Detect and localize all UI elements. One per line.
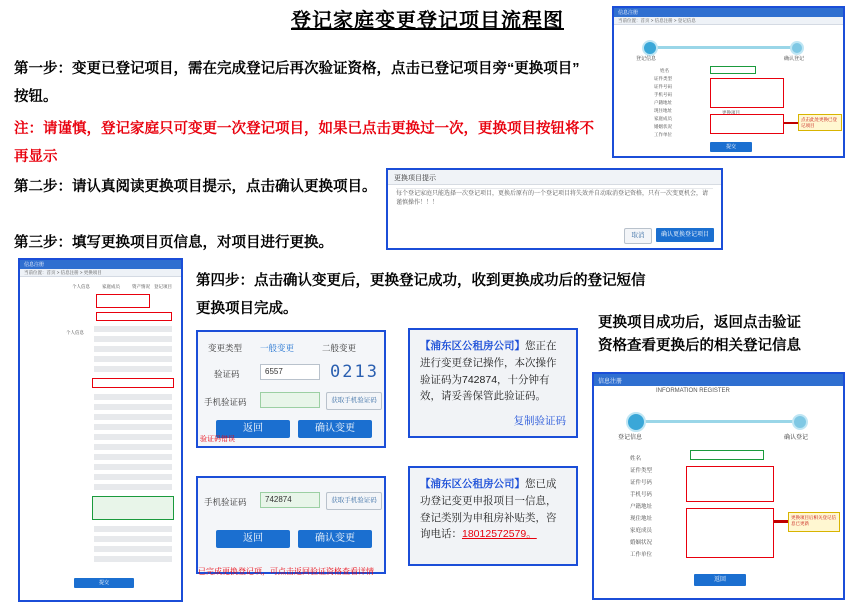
dialog-cancel-button[interactable]: 取消	[624, 228, 652, 244]
fig1-header-bar	[614, 8, 843, 17]
fig6-field-label: 手机号码	[630, 492, 653, 498]
fig3-input-row	[94, 474, 172, 480]
fig6-field-label: 证件类型	[630, 468, 653, 474]
confirm-change-button-2[interactable]: 确认变更	[298, 530, 372, 548]
fig6-progress-dot-1	[626, 412, 646, 432]
fig6-red-highlight-1	[686, 466, 774, 502]
sms-code-input-2[interactable]: 742874	[260, 492, 320, 508]
page-title-text: 登记家庭变更登记项目流程图	[291, 10, 564, 32]
copy-code-link[interactable]: 复制验证码	[513, 415, 566, 428]
fig3-input-row	[94, 414, 172, 420]
fig6-field-label: 婚姻状况	[630, 540, 653, 546]
sms1-text: 您正在进行变更登记操作，本次操作验证码为742874，十分钟有效，请妥善保管此验证码。	[420, 340, 557, 403]
fig1-field-label: 证件号码	[654, 84, 672, 89]
dialog-divider	[396, 188, 713, 189]
change-type-option-2[interactable]: 二般变更	[322, 343, 357, 353]
fig3-input-row	[94, 434, 172, 440]
step-4-line-2: 更换项目完成。	[196, 301, 298, 317]
sms-code-label: 手机验证码	[204, 397, 247, 407]
right-note	[598, 312, 848, 358]
fig3-input-row	[94, 464, 172, 470]
sms-code-label-2: 手机验证码	[204, 497, 247, 507]
fig1-green-highlight	[710, 66, 756, 74]
fig3-input-row	[94, 366, 172, 372]
fig6-progress-track	[634, 420, 802, 423]
fig6-header-subtitle: INFORMATION REGISTER	[656, 388, 730, 394]
fig1-field-label: 姓名	[660, 68, 669, 73]
step-3: 第三步：填写更换项目页信息，对项目进行更换。	[14, 235, 333, 251]
fig1-header-title: 信息注册	[618, 9, 639, 16]
fig3-breadcrumb-text: 当前位置：首页 > 信息注册 > 更换项目	[24, 269, 102, 275]
fig1-submit-button[interactable]: 提交	[710, 142, 752, 152]
fig3-input-row	[94, 454, 172, 460]
fig1-progress-track	[648, 46, 798, 49]
get-sms-code-button[interactable]: 获取手机验证码	[326, 392, 382, 410]
fig6-green-highlight	[690, 450, 764, 460]
fig3-input-row	[94, 424, 172, 430]
fig6-field-label: 姓名	[630, 456, 642, 462]
fig1-field-label: 婚姻状况	[654, 124, 672, 129]
fig1-breadcrumb-text: 当前位置：首页 > 信息注册 > 登记信息	[618, 17, 696, 23]
fig1-field-label: 家庭成员	[654, 116, 672, 121]
change-type-label: 变更类型	[208, 343, 243, 353]
figure-result-register-info	[592, 372, 845, 600]
fig6-field-label: 现住地址	[630, 516, 653, 522]
fig6-progress-dot-2	[792, 414, 808, 430]
confirm-change-button[interactable]: 确认变更	[298, 420, 372, 438]
fig3-breadcrumb	[20, 269, 181, 277]
step-4-line-1: 第四步：点击确认变更后，更换登记成功，收到更换成功后的登记短信	[196, 273, 646, 289]
fig1-progress-dot-2	[790, 41, 804, 55]
warning-line-2: 再显示	[14, 149, 58, 165]
fig6-track-label-2: 确认登记	[784, 435, 809, 441]
fig6-tooltip: 更换项目后相关登记信息已更新	[788, 512, 840, 532]
dialog-confirm-button[interactable]: 确认更换登记项目	[656, 228, 714, 242]
sms2-org: 【浦东区公租房公司】	[420, 478, 525, 490]
figure-change-project-dialog	[386, 168, 723, 250]
back-button-2[interactable]: 返回	[216, 530, 290, 548]
fig1-red-highlight-change	[710, 114, 784, 134]
sms-message-verification	[408, 328, 578, 438]
fig6-track-label-1: 登记信息	[618, 435, 643, 441]
step-2: 第二步：请认真阅读更换项目提示，点击确认更换项目。	[14, 179, 377, 195]
change-type-option-1[interactable]: 一般变更	[260, 343, 295, 353]
dialog-title-bar	[388, 170, 721, 185]
fig6-callout-connector	[774, 520, 788, 523]
figure-change-verify-form	[196, 330, 386, 448]
right-note-line-2: 资格查看更换后的相关登记信息	[598, 338, 801, 355]
fig3-input-row	[94, 556, 172, 562]
verify-error-text: 验证码错误	[200, 436, 235, 443]
fig3-input-row	[94, 326, 172, 332]
fig1-progress-dot-1	[642, 40, 658, 56]
fig3-header-title: 信息注册	[24, 261, 45, 268]
fig3-input-row	[94, 356, 172, 362]
fig1-red-highlight-project	[710, 78, 784, 108]
fig3-nav-item[interactable]: 家庭成员	[102, 284, 120, 289]
sms2-text: 您已成功登记变更申报项目一信息，登记类别为申租房补贴类，咨询电话：	[420, 478, 557, 541]
step-1-line-2: 按钮。	[14, 89, 58, 105]
sms2-phone[interactable]: 18012572579。	[462, 528, 537, 541]
fig1-callout-connector	[784, 122, 798, 124]
fig3-input-row	[94, 336, 172, 342]
fig3-input-row	[94, 526, 172, 532]
fig3-header-bar	[20, 260, 181, 269]
fig6-field-label: 户籍地址	[630, 504, 653, 510]
fig6-back-button[interactable]: 返回	[694, 574, 746, 586]
fig1-tooltip: 点击此处更换已登记项目	[798, 114, 842, 131]
captcha-image[interactable]: 0213	[330, 362, 379, 382]
fig3-input-row	[94, 536, 172, 542]
fig1-field-label: 证件类型	[654, 76, 672, 81]
fig3-red-highlight-1	[96, 294, 150, 308]
fig1-breadcrumb	[614, 17, 843, 25]
fig3-input-row	[94, 546, 172, 552]
fig1-track-label-1: 登记信息	[636, 56, 657, 62]
fig1-field-label: 工作单位	[654, 132, 672, 137]
verify-code-input[interactable]: 6557	[260, 364, 320, 380]
fig3-nav-item[interactable]: 个人信息	[72, 284, 90, 289]
fig6-field-label: 家庭成员	[630, 528, 653, 534]
verify-code-label: 验证码	[214, 369, 240, 379]
dialog-title: 更换项目提示	[394, 175, 436, 182]
fig3-input-row	[94, 484, 172, 490]
change-success-note: 已完成更换登记项，可点击返回验证资格查看详情	[198, 567, 374, 576]
fig1-field-label: 手机号码	[654, 92, 672, 97]
figure-change-project-form	[18, 258, 183, 602]
fig3-nav-item[interactable]: 登记项目	[154, 284, 172, 289]
fig3-red-highlight-2	[96, 312, 172, 321]
sms-message-success	[408, 466, 578, 566]
right-note-line-1: 更换项目成功后，返回点击验证	[598, 315, 801, 331]
fig3-submit-button[interactable]: 提交	[74, 578, 134, 588]
sms-code-input[interactable]	[260, 392, 320, 408]
fig1-track-label-2: 确认登记	[784, 56, 805, 62]
fig3-green-highlight	[92, 496, 174, 520]
fig6-field-label: 工作单位	[630, 552, 653, 558]
get-sms-code-button-2[interactable]: 获取手机验证码	[326, 492, 382, 510]
step-1-line-1: 第一步：变更已登记项目，需在完成登记后再次验证资格，点击已登记项目旁“更换项目”	[14, 61, 580, 77]
fig3-input-row	[94, 444, 172, 450]
fig3-red-highlight-3	[92, 378, 174, 388]
fig3-field-label: 个人信息	[66, 330, 84, 335]
fig1-field-label: 现住地址	[654, 108, 672, 113]
fig6-header-bar	[594, 374, 843, 386]
fig6-header-title: 信息注册	[598, 379, 623, 385]
fig1-red-note: 更换项目	[722, 110, 740, 115]
warning-line-1: 注：请谨慎，登记家庭只可变更一次登记项目，如果已点击更换过一次，更换项目按钮将不	[14, 121, 594, 137]
figure-sms-confirm-form	[196, 476, 386, 574]
fig6-field-label: 证件号码	[630, 480, 653, 486]
dialog-body-text: 每个登记家庭只能选择一次登记项目，更换后原有的一个登记项目将失效并自动取消登记资格，只有一次变更机会，请谨慎操作！！！	[396, 191, 709, 206]
fig1-field-label: 户籍地址	[654, 100, 672, 105]
sms1-org: 【浦东区公租房公司】	[420, 340, 525, 352]
back-button[interactable]: 返回	[216, 420, 290, 438]
fig3-input-row	[94, 394, 172, 400]
fig3-input-row	[94, 346, 172, 352]
fig3-nav-item[interactable]: 资产情况	[132, 284, 150, 289]
fig6-red-highlight-2	[686, 508, 774, 558]
figure-registered-items-screenshot	[612, 6, 845, 158]
fig3-input-row	[94, 404, 172, 410]
